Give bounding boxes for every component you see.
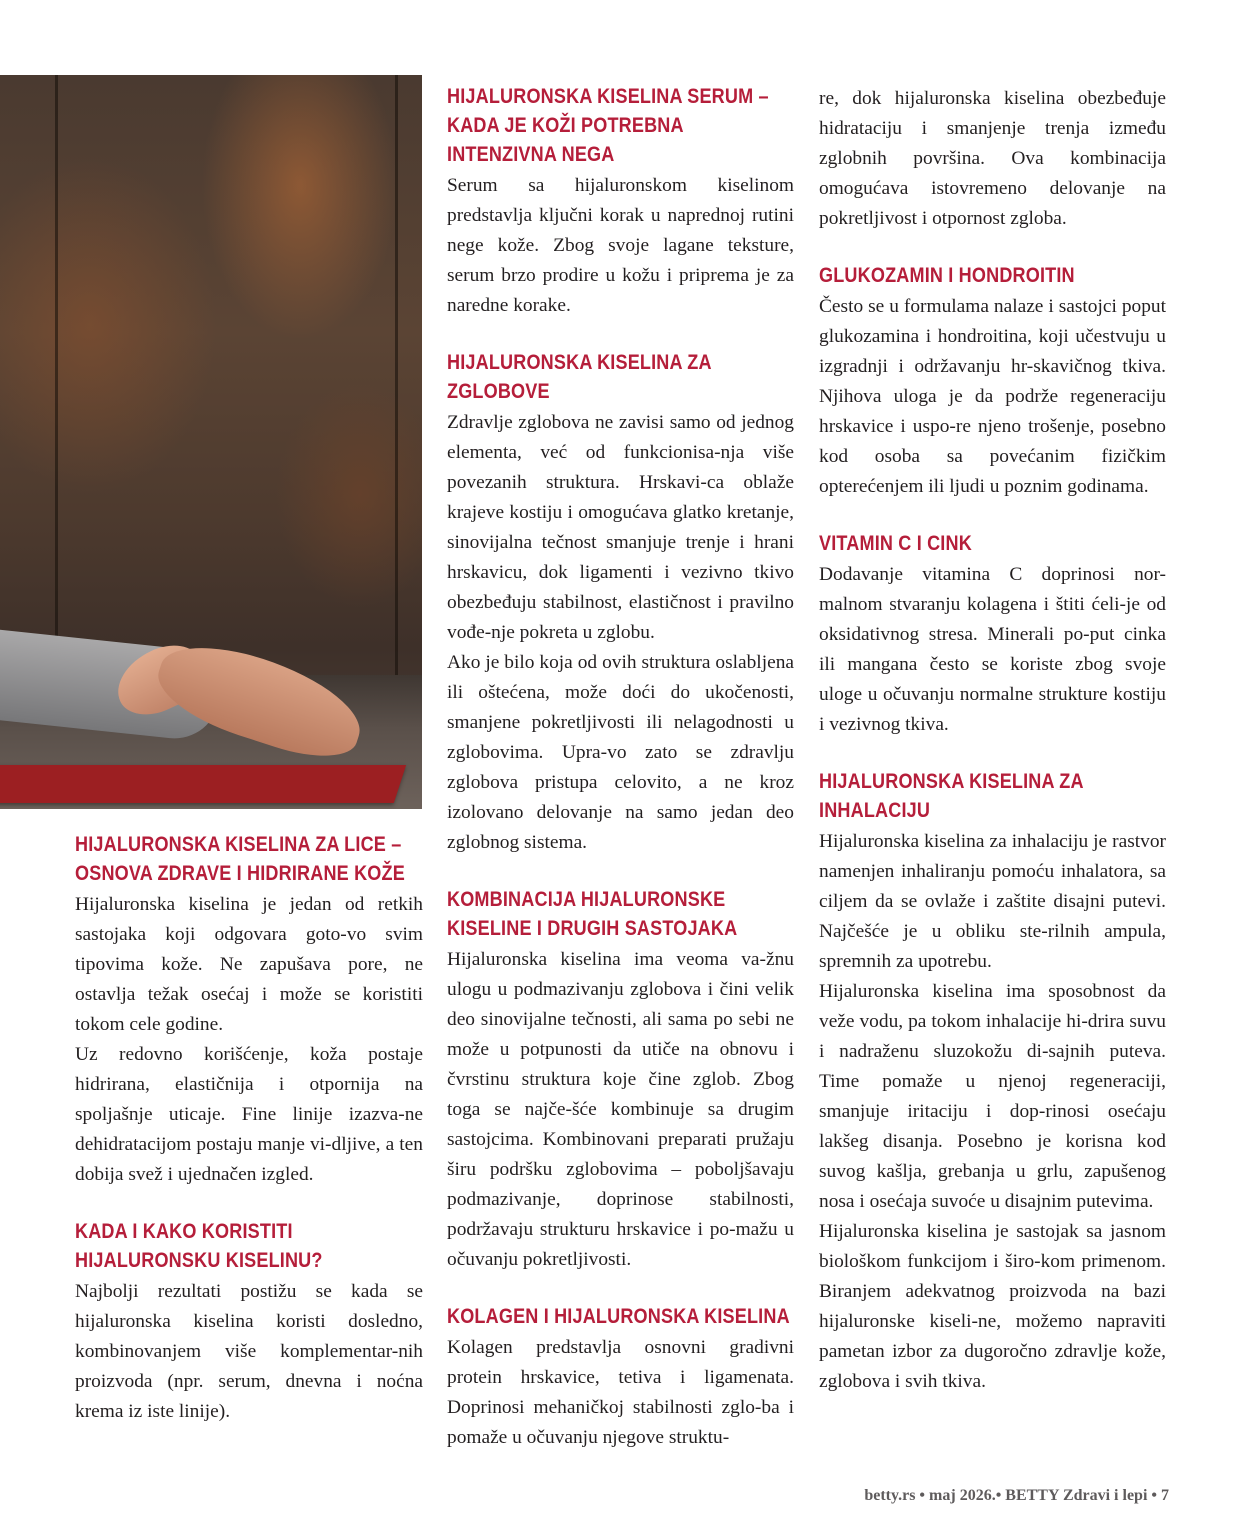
section-heading: KOLAGEN I HIJALURONSKA KISELINA <box>447 1305 790 1328</box>
section-heading: KADA I KAKO KORISTITI HIJALURONSKU KISELINU? <box>75 1220 323 1272</box>
column-2 <box>447 82 794 1453</box>
paragraph: re, dok hijaluronska kiselina obezbeđuje hidrataciju i smanjenje trenja između zglobnih površina. Ova kombinacija omogućava istovremeno delovanje na pokretljivost i otpornost zgloba. <box>819 88 1166 229</box>
paragraph: Uz redovno korišćenje, koža postaje hidrirana, elastičnija i otpornija na spoljašnje uticaje. Fine linije izazva-ne dehidratacijom postaju manje vi-dljive, a ten dobija svež i ujednačen izgled. <box>75 1044 423 1185</box>
paragraph: Hijaluronska kiselina ima veoma va-žnu ulogu u podmazivanju zglobova i čini velik deo sinovijalne tečnosti, ali sama po sebi ne može u potpunosti da utiče na obnovu i čvrstinu struktura koje čine zglob. Zbog toga se najče-šće kombinuje sa drugim sastojcima. Kombinovani preparati pružaju širu podršku zglobovima – poboljšavaju podmazivanje, doprinose stabilnosti, podržavaju strukturu hrskavice i po-mažu u očuvanju pokretljivosti. <box>447 949 794 1270</box>
section-heading: KOMBINACIJA HIJALURONSKE KISELINE I DRUGIH SASTOJAKA <box>447 888 738 940</box>
paragraph: Najbolji rezultati postižu se kada se hijaluronska kiselina koristi dosledno, kombinovanjem više komplementar-nih proizvoda (npr. serum, dnevna i noćna krema iz iste linije). <box>75 1281 423 1422</box>
yoga-feet-photo <box>0 75 422 809</box>
yoga-mat <box>0 765 406 803</box>
wall-seam <box>395 75 398 675</box>
section-heading: HIJALURONSKA KISELINA ZA ZGLOBOVE <box>447 351 712 403</box>
section-heading: HIJALURONSKA KISELINA ZA LICE – OSNOVA ZDRAVE I HIDRIRANE KOŽE <box>75 833 405 885</box>
wall-seam <box>55 75 58 675</box>
paragraph: Hijaluronska kiselina je jedan od retkih sastojaka koji odgovara goto-vo svim tipovima kože. Ne zapušava pore, ne ostavlja težak osećaj i može se koristiti tokom cele godine. <box>75 894 423 1035</box>
paragraph: Hijaluronska kiselina je sastojak sa jasnom biološkom funkcijom i širo-kom primenom. Biranjem adekvatnog proizvoda na bazi hijaluronske kiseli-ne, možemo napraviti pametan izbor za dugoročno zdravlje kože, zglobova i svih tkiva. <box>819 1221 1166 1392</box>
paragraph: Često se u formulama nalaze i sastojci poput glukozamina i hondroitina, koji učestvuju u izgradnji i održavanju hr-skavičnog tkiva. Njihova uloga je da podrže regeneraciju hrskavice i uspo-re njeno trošenje, posebno kod osoba sa povećanim fizičkim opterećenjem ili ljudi u poznim godinama. <box>819 296 1166 497</box>
paragraph: Ako je bilo koja od ovih struktura oslabljena ili oštećena, može doći do ukočenosti, smanjene pokretljivosti ili nelagodnosti u zglobovima. Upra-vo zato se zdravlju zglobova pristupa celovito, a ne kroz izolovano delovanje na samo jedan deo zglobnog sistema. <box>447 652 794 853</box>
paragraph: Serum sa hijaluronskom kiselinom predstavlja ključni korak u naprednoj rutini nege kože. Zbog svoje lagane teksture, serum brzo prodire u kožu i priprema je za naredne korake. <box>447 175 794 316</box>
paragraph: Zdravlje zglobova ne zavisi samo od jednog elementa, već od funkcionisa-nja više povezanih struktura. Hrskavi-ca oblaže krajeve kostiju i omogućava glatko kretanje, sinovijalna tečnost smanjuje trenje i hrani hrskavicu, dok ligamenti i vezivno tkivo obezbeđuju stabilnost, elastičnost i pravilno vođe-nje pokreta u zglobu. <box>447 412 794 643</box>
section-heading: HIJALURONSKA KISELINA SERUM – KADA JE KOŽI POTREBNA INTENZIVNA NEGA <box>447 85 769 166</box>
column-3 <box>819 84 1166 1397</box>
column-1 <box>75 830 423 1427</box>
paragraph: Dodavanje vitamina C doprinosi nor-malnom stvaranju kolagena i štiti ćeli-je od oksidativnog stresa. Minerali po-put cinka ili mangana često se koriste zbog svoje uloge u očuvanju normalne strukture kostiju i vezivnog tkiva. <box>819 564 1166 735</box>
paragraph: Kolagen predstavlja osnovni gradivni protein hrskavice, tetiva i ligamenata. Doprinosi mehaničkoj stabilnosti zglo-ba i pomaže u očuvanju njegove struktu- <box>447 1337 794 1448</box>
section-heading: GLUKOZAMIN I HONDROITIN <box>819 264 1075 287</box>
paragraph: Hijaluronska kiselina za inhalaciju je rastvor namenjen inhaliranju pomoću inhalatora, sa ciljem da se ovlaže i zaštite disajni putevi. Najčešće je u obliku ste-rilnih ampula, spremnih za upotrebu. <box>819 831 1166 972</box>
paragraph: Hijaluronska kiselina ima sposobnost da veže vodu, pa tokom inhalacije hi-drira suvu i nadraženu sluzokožu di-sajnih puteva. Time pomaže u njenoj regeneraciji, smanjuje iritaciju i dop-rinosi osećaju lakšeg disanja. Posebno je korisna kod suvog kašlja, grebanja u grlu, zapušenog nosa i osećaja suvoće u disajnim putevima. <box>819 981 1166 1212</box>
page-footer: betty.rs • maj 2026.• BETTY Zdravi i lepi • 7 <box>864 1487 1169 1504</box>
section-heading: HIJALURONSKA KISELINA ZA INHALACIJU <box>819 770 1084 822</box>
section-heading: VITAMIN C I CINK <box>819 532 972 555</box>
